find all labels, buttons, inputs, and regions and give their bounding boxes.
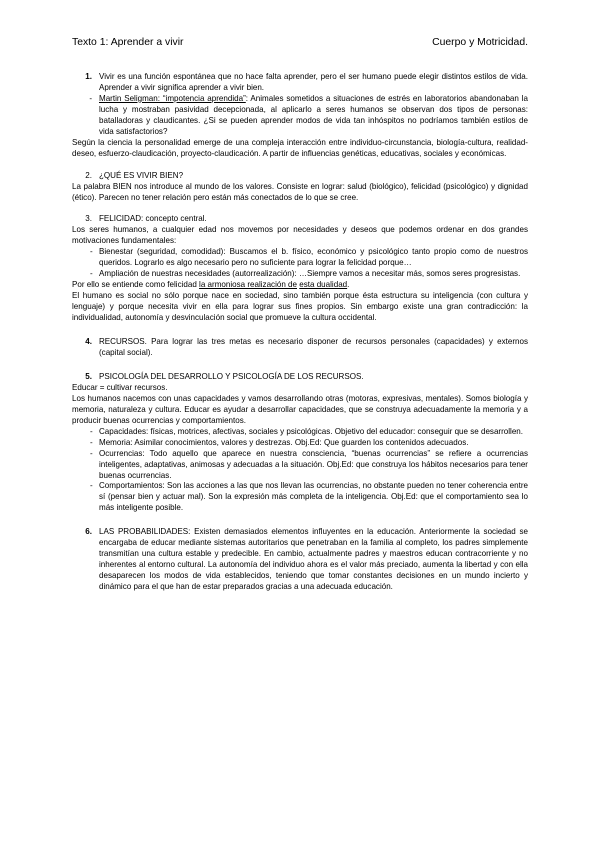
page-header-right: Cuerpo y Motricidad. (432, 37, 528, 48)
list-item (72, 449, 528, 482)
section-6 (72, 527, 528, 593)
list-item (72, 427, 528, 438)
section-number: 4. (85, 337, 92, 347)
underlined-text: esta dualidad (299, 280, 348, 290)
section-number: 5. (85, 371, 92, 381)
list-marker: - (90, 448, 93, 458)
paragraph: La palabra BIEN nos introduce al mundo de los valores. Consiste en lograr: salud (biológico), felicidad (psicológico) y dignidad (ético). Parecen no tener relación pero están más conectados de lo que se cree. (72, 181, 528, 202)
line: Educar = cultivar recursos. (72, 382, 168, 392)
list-item (72, 269, 528, 280)
section-3-heading (72, 214, 528, 225)
list-item-text: Memoria: Asimilar conocimientos, valores y destrezas. Obj.Ed: Que guarden los contenidos adecuados. (99, 437, 469, 447)
list-item (72, 481, 528, 514)
section-1-subitem (72, 94, 528, 138)
document-body (72, 72, 528, 593)
section-number: 6. (85, 527, 92, 537)
section-text: Vivir es una función espontánea que no hace falta aprender, pero el ser humano puede elegir distintos estilos de vida. Aprender a vivir significa aprender a vivir bien. (99, 72, 528, 92)
section-title: ¿QUÉ ES VIVIR BIEN? (99, 170, 184, 180)
list-item-text: Capacidades: físicas, motrices, afectivas, sociales y psicológicas. Objetivo del educador: conseguir que se desarrollen. (99, 426, 524, 436)
list-marker: - (90, 247, 93, 257)
section-1 (72, 72, 528, 94)
section-number: 3. (85, 214, 92, 224)
list-marker: - (90, 269, 93, 279)
section-text: LAS PROBABILIDADES: Existen demasiados elementos influyentes en la educación. Anteriormente la sociedad se encargaba de educar mediante sistemas autoritarios que penetraban en la familia al completo, los padres simplemente transmitían una cultura estable y predecible. En cambio, actualmente padres y maestros educan contracorriente y no inherentes al entorno cultural. La autonomía del individuo ahora es el valor más preciado, aumenta la libertad y con ella desaparecen los modos de vida establecidos, teniendo que tomar constantes decisiones en un mundo incierto y dinámico para el que han de estar preparados gracias a una adecuada educación. (99, 527, 528, 592)
text-run: . (347, 280, 350, 290)
paragraph: Los seres humanos, a cualquier edad nos movemos por necesidades y deseos que podemos ordenar en dos grandes motivaciones fundamentales: (72, 225, 528, 246)
paragraph: Los humanos nacemos con unas capacidades y vamos desarrollando otras (motoras, expresivas, mentales). Somos biología y memoria, naturaleza y cultura. Educar es ayudar a desarrollar capacidades, que se construya adecuadamente la memoria y a producir buenas ocurrencias y comportamientos. (72, 393, 528, 425)
paragraph: Según la ciencia la personalidad emerge de una compleja interacción entre individuo-circunstancia, biología-cultura, realidad-deseo, esfuerzo-claudicación, proyecto-claudicación. A partir de influencias genéticas, educativas, sociales y económicas. (72, 137, 528, 158)
underlined-text: la armoniosa realización de (199, 280, 298, 290)
page-header-left: Texto 1: Aprender a vivir (72, 37, 184, 48)
section-4 (72, 337, 528, 359)
list-item-text: Ocurrencias: Todo aquello que aparece en nuestra consciencia, “buenas ocurrencias” se refiere a ocurrencias inteligentes, adaptativas, animosas y adecuadas a la situación. Obj.Ed: que construya los hábitos necesarios para tener buenas ocurrencias. (99, 448, 528, 480)
section-2-heading (72, 171, 528, 182)
section-title: PSICOLOGÍA DEL DESARROLLO Y PSICOLOGÍA DE LOS RECURSOS. (99, 371, 364, 381)
section-number: 2. (85, 170, 92, 180)
paragraph (72, 280, 528, 291)
list-item-text: Bienestar (seguridad, comodidad): Buscamos el b. físico, económico y psicológico tanto propio como de nuestros queridos. Lograrlo es algo necesario pero no suficiente para lograr la felicidad porque… (99, 247, 528, 268)
list-marker: - (90, 437, 93, 447)
section-number: 1. (85, 72, 92, 81)
section-text: RECURSOS. Para lograr las tres metas es necesario disponer de recursos personales (capacidades) y externos (capital social). (99, 337, 528, 357)
list-item-text: Comportamientos: Son las acciones a las que nos llevan las ocurrencias, no obstante pueden no tener coherencia entre sí (pensar bien y actuar mal). Son la expresión más completa de la inteligencia. Obj.Ed: que el comportamiento sea lo más inteligente posible. (99, 481, 528, 513)
section-title: FELICIDAD: concepto central. (99, 214, 207, 224)
list-marker: - (90, 426, 93, 436)
paragraph: El humano es social no sólo porque nace en sociedad, sino también porque ésta estructura su inteligencia (con cultura y lenguaje) y porque necesita vivir en ella para lograr sus fines propios. Sin embargo existe una gran contradicción: la individualidad, autonomía y desvinculación social que promueve la cultura occidental. (72, 291, 528, 323)
list-item-text (99, 94, 528, 138)
section-5-heading (72, 372, 528, 383)
list-item-text: Ampliación de nuestras necesidades (autorrealización): …Siempre vamos a necesitar más, somos seres progresistas. (99, 269, 521, 279)
seligman-text: : Animales sometidos a situaciones de estrés en laboratorios abandonaban la lucha y mostraban pasividad decepcionada, al aplicarlo a seres humanos se observan dos tipos de personas: batalladoras y claudicantes. ¿Si se pueden aprender modos de vida tan inhóspitos no podríamos también estilos de vida satisfactorios? (99, 93, 528, 136)
list-item (72, 247, 528, 269)
list-item (72, 438, 528, 449)
list-marker: - (89, 93, 92, 103)
text-run: Por ello se entiende como felicidad (72, 280, 200, 290)
list-marker: - (90, 481, 93, 491)
seligman-label: Martin Seligman: “impotencia aprendida” (99, 93, 246, 103)
